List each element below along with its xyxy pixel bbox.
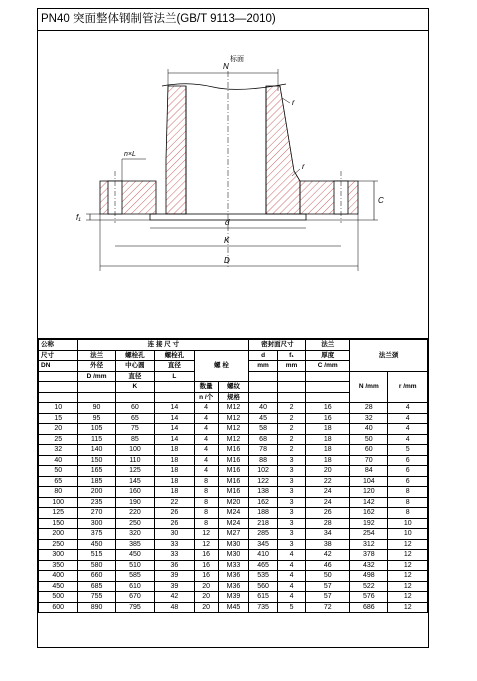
table-body xyxy=(39,403,428,613)
table-cell: 3 xyxy=(277,539,305,550)
table-cell: 140 xyxy=(78,445,115,456)
table-cell: 58 xyxy=(249,424,277,435)
header-spec-unit: 规格 xyxy=(218,392,249,403)
table-row xyxy=(39,592,428,603)
table-cell: 150 xyxy=(78,455,115,466)
table-cell: 24 xyxy=(306,487,350,498)
table-cell: 40 xyxy=(249,403,277,414)
table-row xyxy=(39,602,428,613)
table-cell: 12 xyxy=(388,550,428,561)
header-flange-od: 法兰 xyxy=(78,350,115,361)
table-cell: 498 xyxy=(350,571,388,582)
table-row xyxy=(39,487,428,498)
table-cell: 4 xyxy=(277,581,305,592)
table-cell: 100 xyxy=(115,445,154,456)
header-thickness: 厚度 xyxy=(306,350,350,361)
table-cell: 160 xyxy=(115,487,154,498)
table-cell: 18 xyxy=(306,434,350,445)
table-cell: M16 xyxy=(218,476,249,487)
table-cell: 188 xyxy=(249,508,277,519)
table-row xyxy=(39,445,428,456)
table-cell: 26 xyxy=(155,508,194,519)
table-row xyxy=(39,424,428,435)
table-cell: 4 xyxy=(194,466,218,477)
table-cell: 120 xyxy=(350,487,388,498)
table-cell: M12 xyxy=(218,434,249,445)
header-dn: DN xyxy=(39,361,78,372)
table-cell: 185 xyxy=(78,476,115,487)
table-cell: 78 xyxy=(249,445,277,456)
table-cell: 660 xyxy=(78,571,115,582)
table-cell: 10 xyxy=(39,403,78,414)
table-cell: 4 xyxy=(194,413,218,424)
label-D: D xyxy=(224,256,230,265)
table-cell: 12 xyxy=(388,560,428,571)
table-row xyxy=(39,560,428,571)
table-cell: M27 xyxy=(218,529,249,540)
table-cell: 162 xyxy=(350,508,388,519)
table-cell: 6 xyxy=(388,476,428,487)
table-cell: 4 xyxy=(277,571,305,582)
header-flange-neck: 法兰颈 xyxy=(350,340,428,372)
table-cell: 345 xyxy=(249,539,277,550)
table-cell: 4 xyxy=(388,434,428,445)
flange-dimension-table xyxy=(38,339,428,613)
table-row xyxy=(39,508,428,519)
right-flange-section xyxy=(300,181,358,214)
table-cell: 18 xyxy=(306,445,350,456)
table-cell: 610 xyxy=(115,581,154,592)
table-cell: 16 xyxy=(306,403,350,414)
table-cell: 600 xyxy=(39,602,78,613)
table-cell: 8 xyxy=(194,518,218,529)
table-cell: 235 xyxy=(78,497,115,508)
table-cell: 3 xyxy=(277,487,305,498)
header-pcd-dia: 直径 xyxy=(115,371,154,382)
table-cell: 125 xyxy=(115,466,154,477)
table-cell: 320 xyxy=(115,529,154,540)
table-cell: 30 xyxy=(155,529,194,540)
table-cell: 36 xyxy=(155,560,194,571)
table-cell: 46 xyxy=(306,560,350,571)
table-cell: 10 xyxy=(388,529,428,540)
table-cell: 16 xyxy=(194,550,218,561)
right-neck-section xyxy=(266,86,300,214)
table-cell: 68 xyxy=(249,434,277,445)
table-cell: 285 xyxy=(249,529,277,540)
header-sealing-face: 密封面尺寸 xyxy=(249,340,306,351)
table-cell: 8 xyxy=(194,497,218,508)
table-cell: 14 xyxy=(155,403,194,414)
table-cell: 8 xyxy=(194,487,218,498)
table-cell: 12 xyxy=(388,571,428,582)
table-cell: 4 xyxy=(388,424,428,435)
table-cell: 2 xyxy=(277,445,305,456)
table-cell: M20 xyxy=(218,497,249,508)
table-cell: 510 xyxy=(115,560,154,571)
table-cell: 465 xyxy=(249,560,277,571)
table-cell: 560 xyxy=(249,581,277,592)
table-cell: 28 xyxy=(306,518,350,529)
table-cell: 522 xyxy=(350,581,388,592)
table-cell: 14 xyxy=(155,413,194,424)
table-cell: 192 xyxy=(350,518,388,529)
table-cell: 200 xyxy=(39,529,78,540)
table-cell: 104 xyxy=(350,476,388,487)
label-d: d xyxy=(225,218,230,227)
table-cell: 25 xyxy=(39,434,78,445)
table-cell: 735 xyxy=(249,602,277,613)
header-d-unit: mm xyxy=(249,361,277,372)
table-cell: 39 xyxy=(155,571,194,582)
header-f1: f₁ xyxy=(277,350,305,361)
table-cell: 190 xyxy=(115,497,154,508)
table-cell: 142 xyxy=(350,497,388,508)
table-cell: 685 xyxy=(78,581,115,592)
table-cell: 2 xyxy=(277,434,305,445)
table-cell: 88 xyxy=(249,455,277,466)
header-pcd-label: 中心圆 xyxy=(115,361,154,372)
table-cell: 32 xyxy=(39,445,78,456)
header-f1-unit: mm xyxy=(277,361,305,372)
table-row xyxy=(39,466,428,477)
table-cell: 22 xyxy=(306,476,350,487)
table-cell: 6 xyxy=(388,466,428,477)
table-cell: 50 xyxy=(350,434,388,445)
table-cell: 4 xyxy=(194,434,218,445)
table-cell: 45 xyxy=(249,413,277,424)
table-cell: 615 xyxy=(249,592,277,603)
table-row xyxy=(39,476,428,487)
header-spec: 螺纹 xyxy=(218,382,249,393)
label-C: C xyxy=(378,196,384,205)
table-cell: 42 xyxy=(155,592,194,603)
table-cell: M36 xyxy=(218,571,249,582)
table-cell: 5 xyxy=(388,445,428,456)
table-cell: 38 xyxy=(306,539,350,550)
header-nominal: 公称 xyxy=(39,340,78,351)
table-cell: 218 xyxy=(249,518,277,529)
header-bolt-hole-dia: 螺栓孔 xyxy=(155,350,194,361)
table-cell: 16 xyxy=(194,571,218,582)
header-r: r /mm xyxy=(388,371,428,403)
table-cell: 12 xyxy=(388,581,428,592)
label-r-top: r xyxy=(292,98,295,107)
table-cell: 576 xyxy=(350,592,388,603)
table-cell: M33 xyxy=(218,560,249,571)
table-cell: 385 xyxy=(115,539,154,550)
table-cell: 2 xyxy=(277,424,305,435)
table-cell: 162 xyxy=(249,497,277,508)
label-K: K xyxy=(224,236,230,245)
table-row xyxy=(39,497,428,508)
page-title: PN40 突面整体钢制管法兰(GB/T 9113—2010) xyxy=(38,9,428,31)
table-cell: 300 xyxy=(78,518,115,529)
table-cell: 12 xyxy=(194,529,218,540)
table-cell: 14 xyxy=(155,424,194,435)
table-cell: 18 xyxy=(155,466,194,477)
table-cell: 33 xyxy=(155,539,194,550)
table-cell: 65 xyxy=(39,476,78,487)
table-cell: 84 xyxy=(350,466,388,477)
table-cell: 57 xyxy=(306,581,350,592)
table-cell: 115 xyxy=(78,434,115,445)
table-cell: 48 xyxy=(155,602,194,613)
header-c-unit: C /mm xyxy=(306,361,350,372)
table-cell: 75 xyxy=(115,424,154,435)
table-cell: 450 xyxy=(115,550,154,561)
table-cell: 20 xyxy=(306,466,350,477)
table-cell: 122 xyxy=(249,476,277,487)
table-cell: 5 xyxy=(277,602,305,613)
table-cell: 250 xyxy=(39,539,78,550)
table-cell: 270 xyxy=(78,508,115,519)
header-L: L xyxy=(155,371,194,382)
table-cell: 4 xyxy=(277,592,305,603)
label-f1: f₁ xyxy=(76,213,81,222)
table-cell: 2 xyxy=(277,413,305,424)
table-cell: 450 xyxy=(39,581,78,592)
table-cell: 200 xyxy=(78,487,115,498)
table-cell: 535 xyxy=(249,571,277,582)
left-neck-section xyxy=(166,86,186,214)
table-cell: 2 xyxy=(277,403,305,414)
header-K: K xyxy=(115,382,154,393)
table-cell: 34 xyxy=(306,529,350,540)
table-row xyxy=(39,529,428,540)
table-cell: M16 xyxy=(218,487,249,498)
table-cell: 22 xyxy=(155,497,194,508)
table-row xyxy=(39,539,428,550)
header-qty: 数量 xyxy=(194,382,218,393)
header-dia-label: 直径 xyxy=(155,361,194,372)
raised-face-note: 标面 xyxy=(230,56,244,63)
table-cell: 60 xyxy=(115,403,154,414)
table-row xyxy=(39,571,428,582)
table-cell: 10 xyxy=(388,518,428,529)
table-cell: 3 xyxy=(277,508,305,519)
table-cell: 33 xyxy=(155,550,194,561)
header-qty-unit: n /个 xyxy=(194,392,218,403)
header-size: 尺寸 xyxy=(39,350,78,361)
table-cell: 50 xyxy=(306,571,350,582)
table-row xyxy=(39,403,428,414)
table-cell: 432 xyxy=(350,560,388,571)
table-cell: 515 xyxy=(78,550,115,561)
table-cell: 450 xyxy=(78,539,115,550)
table-cell: 378 xyxy=(350,550,388,561)
table-cell: 4 xyxy=(388,413,428,424)
table-cell: 18 xyxy=(155,476,194,487)
table-cell: 125 xyxy=(39,508,78,519)
table-cell: 3 xyxy=(277,466,305,477)
table-cell: M24 xyxy=(218,508,249,519)
table-cell: M30 xyxy=(218,539,249,550)
table-cell: 8 xyxy=(194,508,218,519)
flange-diagram xyxy=(38,31,428,339)
table-row xyxy=(39,581,428,592)
table-cell: 28 xyxy=(350,403,388,414)
table-cell: 15 xyxy=(39,413,78,424)
table-cell: M12 xyxy=(218,413,249,424)
table-cell: 4 xyxy=(194,455,218,466)
table-cell: 670 xyxy=(115,592,154,603)
table-cell: 300 xyxy=(39,550,78,561)
table-cell: 410 xyxy=(249,550,277,561)
label-N: N xyxy=(223,62,229,71)
header-d: d xyxy=(249,350,277,361)
table-cell: 50 xyxy=(39,466,78,477)
table-cell: 165 xyxy=(78,466,115,477)
table-cell: 400 xyxy=(39,571,78,582)
table-cell: M16 xyxy=(218,466,249,477)
table-row xyxy=(39,455,428,466)
table-cell: 39 xyxy=(155,581,194,592)
table-cell: 3 xyxy=(277,455,305,466)
table-cell: 4 xyxy=(388,403,428,414)
table-cell: 20 xyxy=(39,424,78,435)
table-cell: 585 xyxy=(115,571,154,582)
table-cell: 500 xyxy=(39,592,78,603)
table-cell: 145 xyxy=(115,476,154,487)
table-row xyxy=(39,550,428,561)
table-cell: 6 xyxy=(388,455,428,466)
table-cell: M39 xyxy=(218,592,249,603)
label-nL: n×L xyxy=(124,151,136,158)
table-row xyxy=(39,518,428,529)
header-connection-dims: 连 接 尺 寸 xyxy=(78,340,249,351)
table-cell: 580 xyxy=(78,560,115,571)
table-cell: 72 xyxy=(306,602,350,613)
table-cell: 32 xyxy=(350,413,388,424)
table-cell: M45 xyxy=(218,602,249,613)
table-cell: 18 xyxy=(306,424,350,435)
label-r-bottom: r xyxy=(302,162,305,171)
table-cell: 12 xyxy=(388,539,428,550)
table-cell: 26 xyxy=(155,518,194,529)
table-cell: 350 xyxy=(39,560,78,571)
table-cell: 26 xyxy=(306,508,350,519)
table-cell: M12 xyxy=(218,424,249,435)
table-cell: 105 xyxy=(78,424,115,435)
header-bolt: 螺 栓 xyxy=(194,350,249,382)
table-cell: 755 xyxy=(78,592,115,603)
table-cell: M16 xyxy=(218,455,249,466)
table-cell: 12 xyxy=(194,539,218,550)
table-cell: 20 xyxy=(194,602,218,613)
table-cell: 12 xyxy=(388,592,428,603)
table-cell: M16 xyxy=(218,445,249,456)
header-bolt-hole-pcd: 螺栓孔 xyxy=(115,350,154,361)
table-cell: 42 xyxy=(306,550,350,561)
flange-drawing xyxy=(38,31,428,339)
table-row xyxy=(39,434,428,445)
table-cell: 8 xyxy=(194,476,218,487)
table-cell: 40 xyxy=(350,424,388,435)
table-cell: 375 xyxy=(78,529,115,540)
table-cell: 40 xyxy=(39,455,78,466)
table-cell: 3 xyxy=(277,529,305,540)
table-cell: 138 xyxy=(249,487,277,498)
table-cell: 90 xyxy=(78,403,115,414)
table-cell: 85 xyxy=(115,434,154,445)
table-cell: 18 xyxy=(155,487,194,498)
table-cell: 150 xyxy=(39,518,78,529)
table-cell: 686 xyxy=(350,602,388,613)
table-cell: 8 xyxy=(388,487,428,498)
table-cell: 4 xyxy=(194,403,218,414)
table-cell: M30 xyxy=(218,550,249,561)
table-cell: 20 xyxy=(194,581,218,592)
table-cell: 254 xyxy=(350,529,388,540)
table-cell: 4 xyxy=(194,424,218,435)
table-cell: 12 xyxy=(388,602,428,613)
table-cell: 100 xyxy=(39,497,78,508)
document-frame xyxy=(37,8,429,648)
header-od-unit: D /mm xyxy=(78,371,115,382)
table-cell: M24 xyxy=(218,518,249,529)
table-cell: 220 xyxy=(115,508,154,519)
table-cell: 8 xyxy=(388,497,428,508)
table-cell: 18 xyxy=(155,455,194,466)
table-cell: 18 xyxy=(306,455,350,466)
table-cell: 80 xyxy=(39,487,78,498)
table-cell: 102 xyxy=(249,466,277,477)
table-cell: 65 xyxy=(115,413,154,424)
table-cell: 110 xyxy=(115,455,154,466)
table-cell: 3 xyxy=(277,497,305,508)
table-cell: 60 xyxy=(350,445,388,456)
table-row xyxy=(39,413,428,424)
table-cell: 3 xyxy=(277,518,305,529)
table-cell: 57 xyxy=(306,592,350,603)
table-cell: M12 xyxy=(218,403,249,414)
table-cell: 70 xyxy=(350,455,388,466)
table-cell: 4 xyxy=(277,560,305,571)
table-cell: 3 xyxy=(277,476,305,487)
table-cell: 18 xyxy=(155,445,194,456)
table-cell: 20 xyxy=(194,592,218,603)
table-cell: 250 xyxy=(115,518,154,529)
table-cell: 14 xyxy=(155,434,194,445)
table-cell: 24 xyxy=(306,497,350,508)
table-cell: 4 xyxy=(277,550,305,561)
table-cell: 312 xyxy=(350,539,388,550)
header-flange: 法兰 xyxy=(306,340,350,351)
table-cell: 890 xyxy=(78,602,115,613)
table-cell: 95 xyxy=(78,413,115,424)
table-cell: 4 xyxy=(194,445,218,456)
table-cell: 16 xyxy=(306,413,350,424)
header-od-label: 外径 xyxy=(78,361,115,372)
table-cell: 8 xyxy=(388,508,428,519)
table-cell: 16 xyxy=(194,560,218,571)
header-N: N /mm xyxy=(350,371,388,403)
table-cell: 795 xyxy=(115,602,154,613)
table-cell: M36 xyxy=(218,581,249,592)
